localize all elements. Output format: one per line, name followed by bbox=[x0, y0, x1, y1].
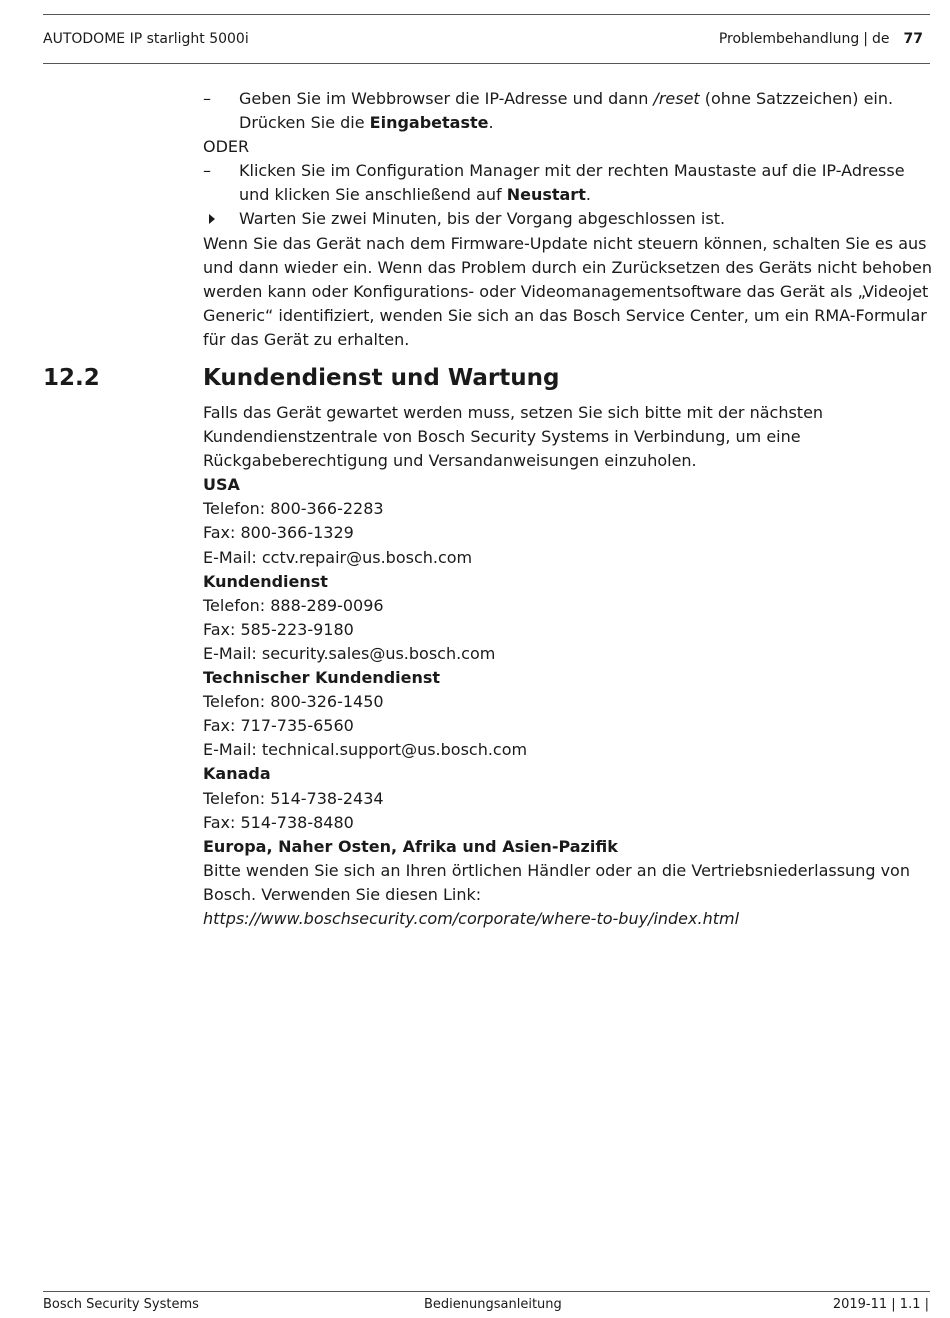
list-item-text: Klicken Sie im Configuration Manager mit der rechten Maustaste auf die IP-Adresse und klicken Sie anschließend auf Neustart. bbox=[239, 161, 905, 205]
service-block bbox=[203, 401, 933, 931]
customer-service-fax: Fax: 585-223-9180 bbox=[203, 619, 354, 639]
tech-support-fax: Fax: 717-735-6560 bbox=[203, 716, 354, 736]
enter-key-label: Eingabetaste bbox=[369, 113, 489, 133]
customer-service-email: E-Mail: security.sales@us.bosch.com bbox=[203, 643, 496, 663]
tech-support-heading: Technischer Kundendienst bbox=[203, 668, 441, 688]
intro-block bbox=[203, 87, 933, 352]
header-bottom-rule bbox=[43, 63, 930, 64]
header-product-name: AUTODOME IP starlight 5000i bbox=[43, 31, 249, 47]
header-top-rule bbox=[43, 14, 930, 15]
header-separator: | bbox=[863, 31, 869, 47]
firmware-paragraph: Wenn Sie das Gerät nach dem Firmware-Update nicht steuern können, schalten Sie es aus und dann wieder ein. Wenn das Problem durch ein Zurücksetzen des Geräts nicht behoben werden kann oder Konfigurations- oder Videomanagementsoftware das Gerät als „Videojet Generic“ identifiziert, wenden Sie sich an das Bosch Service Center, um ein RMA-Formular für das Gerät zu erhalten. bbox=[203, 233, 933, 349]
service-intro: Falls das Gerät gewartet werden muss, setzen Sie sich bitte mit der nächsten Kundendienstzentrale von Bosch Security Systems in Verbindung, um eine Rückgabeberechtigung und Versandanweisungen einzuholen. bbox=[203, 403, 824, 471]
footer-rule bbox=[43, 1291, 930, 1292]
restart-label: Neustart bbox=[506, 185, 586, 205]
tech-support-email: E-Mail: technical.support@us.bosch.com bbox=[203, 740, 528, 760]
dash-marker: – bbox=[203, 161, 211, 181]
emea-heading: Europa, Naher Osten, Afrika und Asien-Pazifik bbox=[203, 836, 618, 856]
canada-heading: Kanada bbox=[203, 764, 271, 784]
where-to-buy-link[interactable]: https://www.boschsecurity.com/corporate/where-to-buy/index.html bbox=[203, 908, 740, 928]
usa-email: E-Mail: cctv.repair@us.bosch.com bbox=[203, 547, 473, 567]
list-item-text: Geben Sie im Webbrowser die IP-Adresse und dann /reset (ohne Satzzeichen) ein. Drücken Sie die Eingabetaste. bbox=[239, 89, 894, 133]
list-item-reset bbox=[203, 87, 933, 135]
tech-support-phone: Telefon: 800-326-1450 bbox=[203, 692, 384, 712]
canada-fax: Fax: 514-738-8480 bbox=[203, 812, 354, 832]
footer-doc-type: Bedienungsanleitung bbox=[424, 1297, 562, 1312]
section-title: Kundendienst und Wartung bbox=[203, 365, 560, 391]
step-text: Warten Sie zwei Minuten, bis der Vorgang abgeschlossen ist. bbox=[239, 209, 726, 229]
reset-command: /reset bbox=[653, 89, 700, 108]
header-language: de bbox=[872, 31, 890, 47]
canada-phone: Telefon: 514-738-2434 bbox=[203, 788, 384, 808]
customer-service-heading: Kundendienst bbox=[203, 571, 328, 591]
header-section-name: Problembehandlung bbox=[718, 31, 860, 47]
header-section-info bbox=[719, 30, 923, 48]
footer-company: Bosch Security Systems bbox=[43, 1297, 199, 1312]
section-number: 12.2 bbox=[43, 365, 100, 391]
step-arrow-icon bbox=[203, 207, 223, 231]
or-label: ODER bbox=[203, 137, 250, 157]
dash-marker: – bbox=[203, 89, 211, 108]
usa-fax: Fax: 800-366-1329 bbox=[203, 523, 354, 543]
list-item-restart bbox=[203, 159, 933, 207]
header-page-number: 77 bbox=[903, 31, 923, 47]
emea-text: Bitte wenden Sie sich an Ihren örtlichen Händler oder an die Vertriebsniederlassung von Bosch. Verwenden Sie diesen Link: bbox=[203, 860, 910, 904]
customer-service-phone: Telefon: 888-289-0096 bbox=[203, 595, 384, 615]
usa-heading: USA bbox=[203, 475, 240, 495]
step-item-wait bbox=[203, 207, 933, 231]
usa-phone: Telefon: 800-366-2283 bbox=[203, 499, 384, 519]
footer-version: 2019-11 | 1.1 | bbox=[832, 1297, 929, 1312]
